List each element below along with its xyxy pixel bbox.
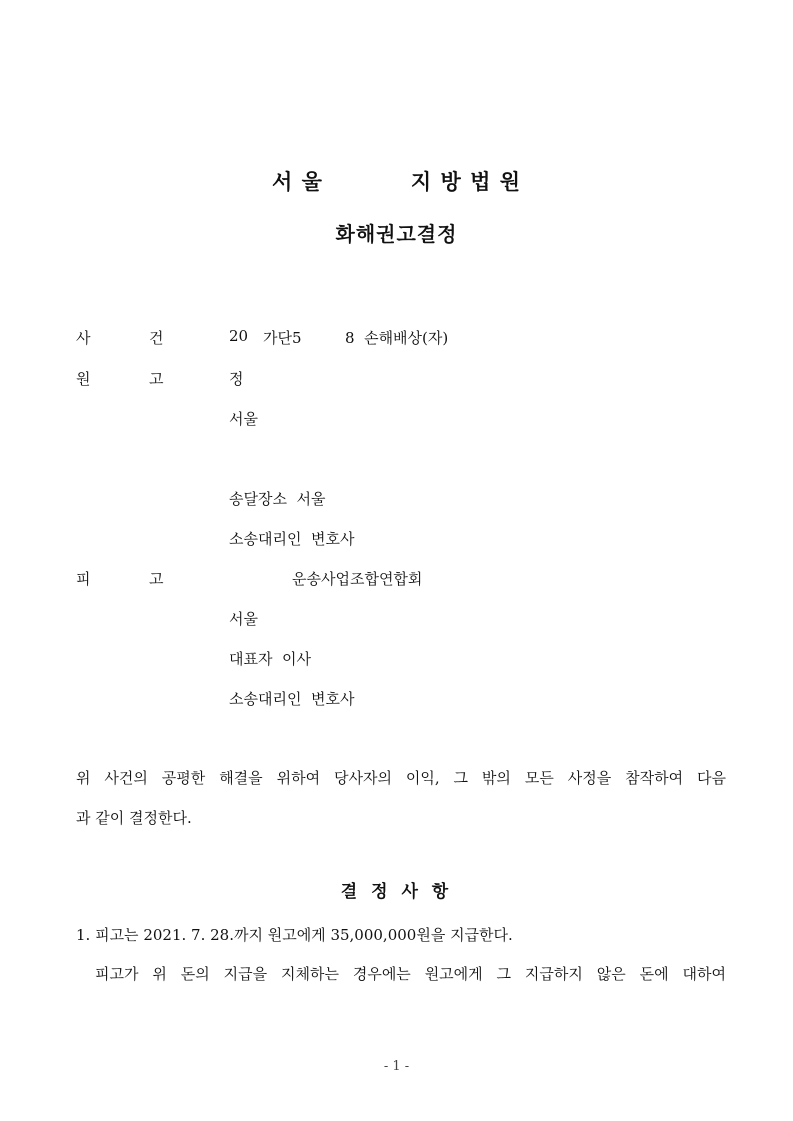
decision-item-1: 1. 피고는 2021. 7. 28.까지 원고에게 35,000,000원을 지급한다.	[76, 926, 513, 944]
case-label-1: 사	[76, 329, 91, 347]
defendant-address: 서울	[229, 610, 258, 628]
court-name	[0, 166, 793, 196]
section-title: 결 정 사 항	[340, 882, 453, 902]
case-row	[0, 327, 793, 349]
intro-line-1: 위 사건의 공평한 해결을 위하여 당사자의 이익, 그 밖의 모든 사정을 참작하여 다음	[76, 769, 726, 787]
intro-line-2: 과 같이 결정한다.	[76, 809, 192, 827]
case-number-subject: 8 손해배상(자)	[345, 329, 449, 347]
defendant-rep-row	[0, 648, 793, 670]
plaintiff-delivery-place: 송달장소 서울	[229, 490, 326, 508]
case-number-year: 20	[229, 327, 249, 345]
plaintiff-label-1: 원	[76, 370, 91, 388]
plaintiff-name: 정	[229, 370, 244, 388]
case-number-type: 가단5	[263, 329, 302, 347]
defendant-label-2: 고	[149, 570, 164, 588]
plaintiff-label-2: 고	[149, 370, 164, 388]
court-name-part2: 지 방 법 원	[410, 170, 521, 194]
plaintiff-row	[0, 368, 793, 390]
defendant-representative: 대표자 이사	[229, 650, 311, 668]
defendant-address-row	[0, 608, 793, 630]
defendant-row	[0, 568, 793, 590]
plaintiff-attorney-row	[0, 528, 793, 550]
defendant-attorney-row	[0, 688, 793, 710]
page-number: - 1 -	[383, 1059, 410, 1074]
defendant-name: 운송사업조합연합회	[292, 570, 423, 588]
document-title: 화해권고결정	[335, 222, 458, 246]
decision-item-1-continued: 피고가 위 돈의 지급을 지체하는 경우에는 원고에게 그 지급하지 않은 돈에 대하여	[95, 965, 726, 983]
plaintiff-address: 서울	[229, 410, 258, 428]
defendant-attorney: 소송대리인 변호사	[229, 690, 355, 708]
plaintiff-attorney: 소송대리인 변호사	[229, 530, 355, 548]
defendant-label-1: 피	[76, 570, 91, 588]
plaintiff-delivery-row	[0, 488, 793, 510]
plaintiff-address-row	[0, 408, 793, 430]
court-name-part1: 서 울	[272, 170, 323, 194]
case-label-2: 건	[149, 329, 164, 347]
